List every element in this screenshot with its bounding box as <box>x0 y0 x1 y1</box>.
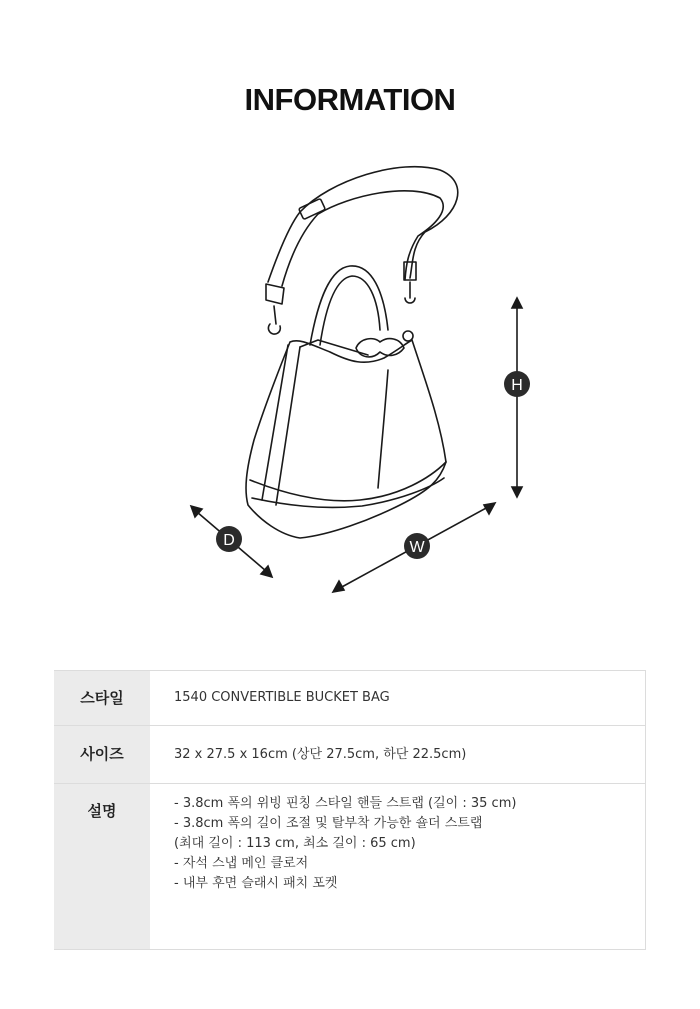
spec-table <box>54 670 646 950</box>
spec-row-description <box>54 784 646 950</box>
description-line: - 3.8cm 폭의 위빙 핀칭 스타일 핸들 스트랩 (길이 : 35 cm) <box>174 796 517 811</box>
description-label: 설명 <box>54 784 150 950</box>
style-label: 스타일 <box>54 671 150 726</box>
depth-badge: D <box>223 532 235 549</box>
page-title: INFORMATION <box>244 82 456 117</box>
description-line: - 자석 스냅 메인 클로저 <box>174 856 309 871</box>
spec-row-size <box>54 726 646 784</box>
bag-illustration <box>150 160 550 600</box>
style-value: 1540 CONVERTIBLE BUCKET BAG <box>150 671 646 726</box>
size-value: 32 x 27.5 x 16cm (상단 27.5cm, 하단 22.5cm) <box>150 726 646 784</box>
size-label: 사이즈 <box>54 726 150 784</box>
width-badge: W <box>409 539 425 556</box>
description-line: (최대 길이 : 113 cm, 최소 길이 : 65 cm) <box>174 836 416 851</box>
description-value <box>150 784 646 950</box>
description-line: - 3.8cm 폭의 길이 조절 및 탈부착 가능한 숄더 스트랩 <box>174 816 483 831</box>
spec-row-style <box>54 671 646 726</box>
height-badge: H <box>511 377 523 394</box>
description-line: - 내부 후면 슬래시 패치 포켓 <box>174 876 338 891</box>
